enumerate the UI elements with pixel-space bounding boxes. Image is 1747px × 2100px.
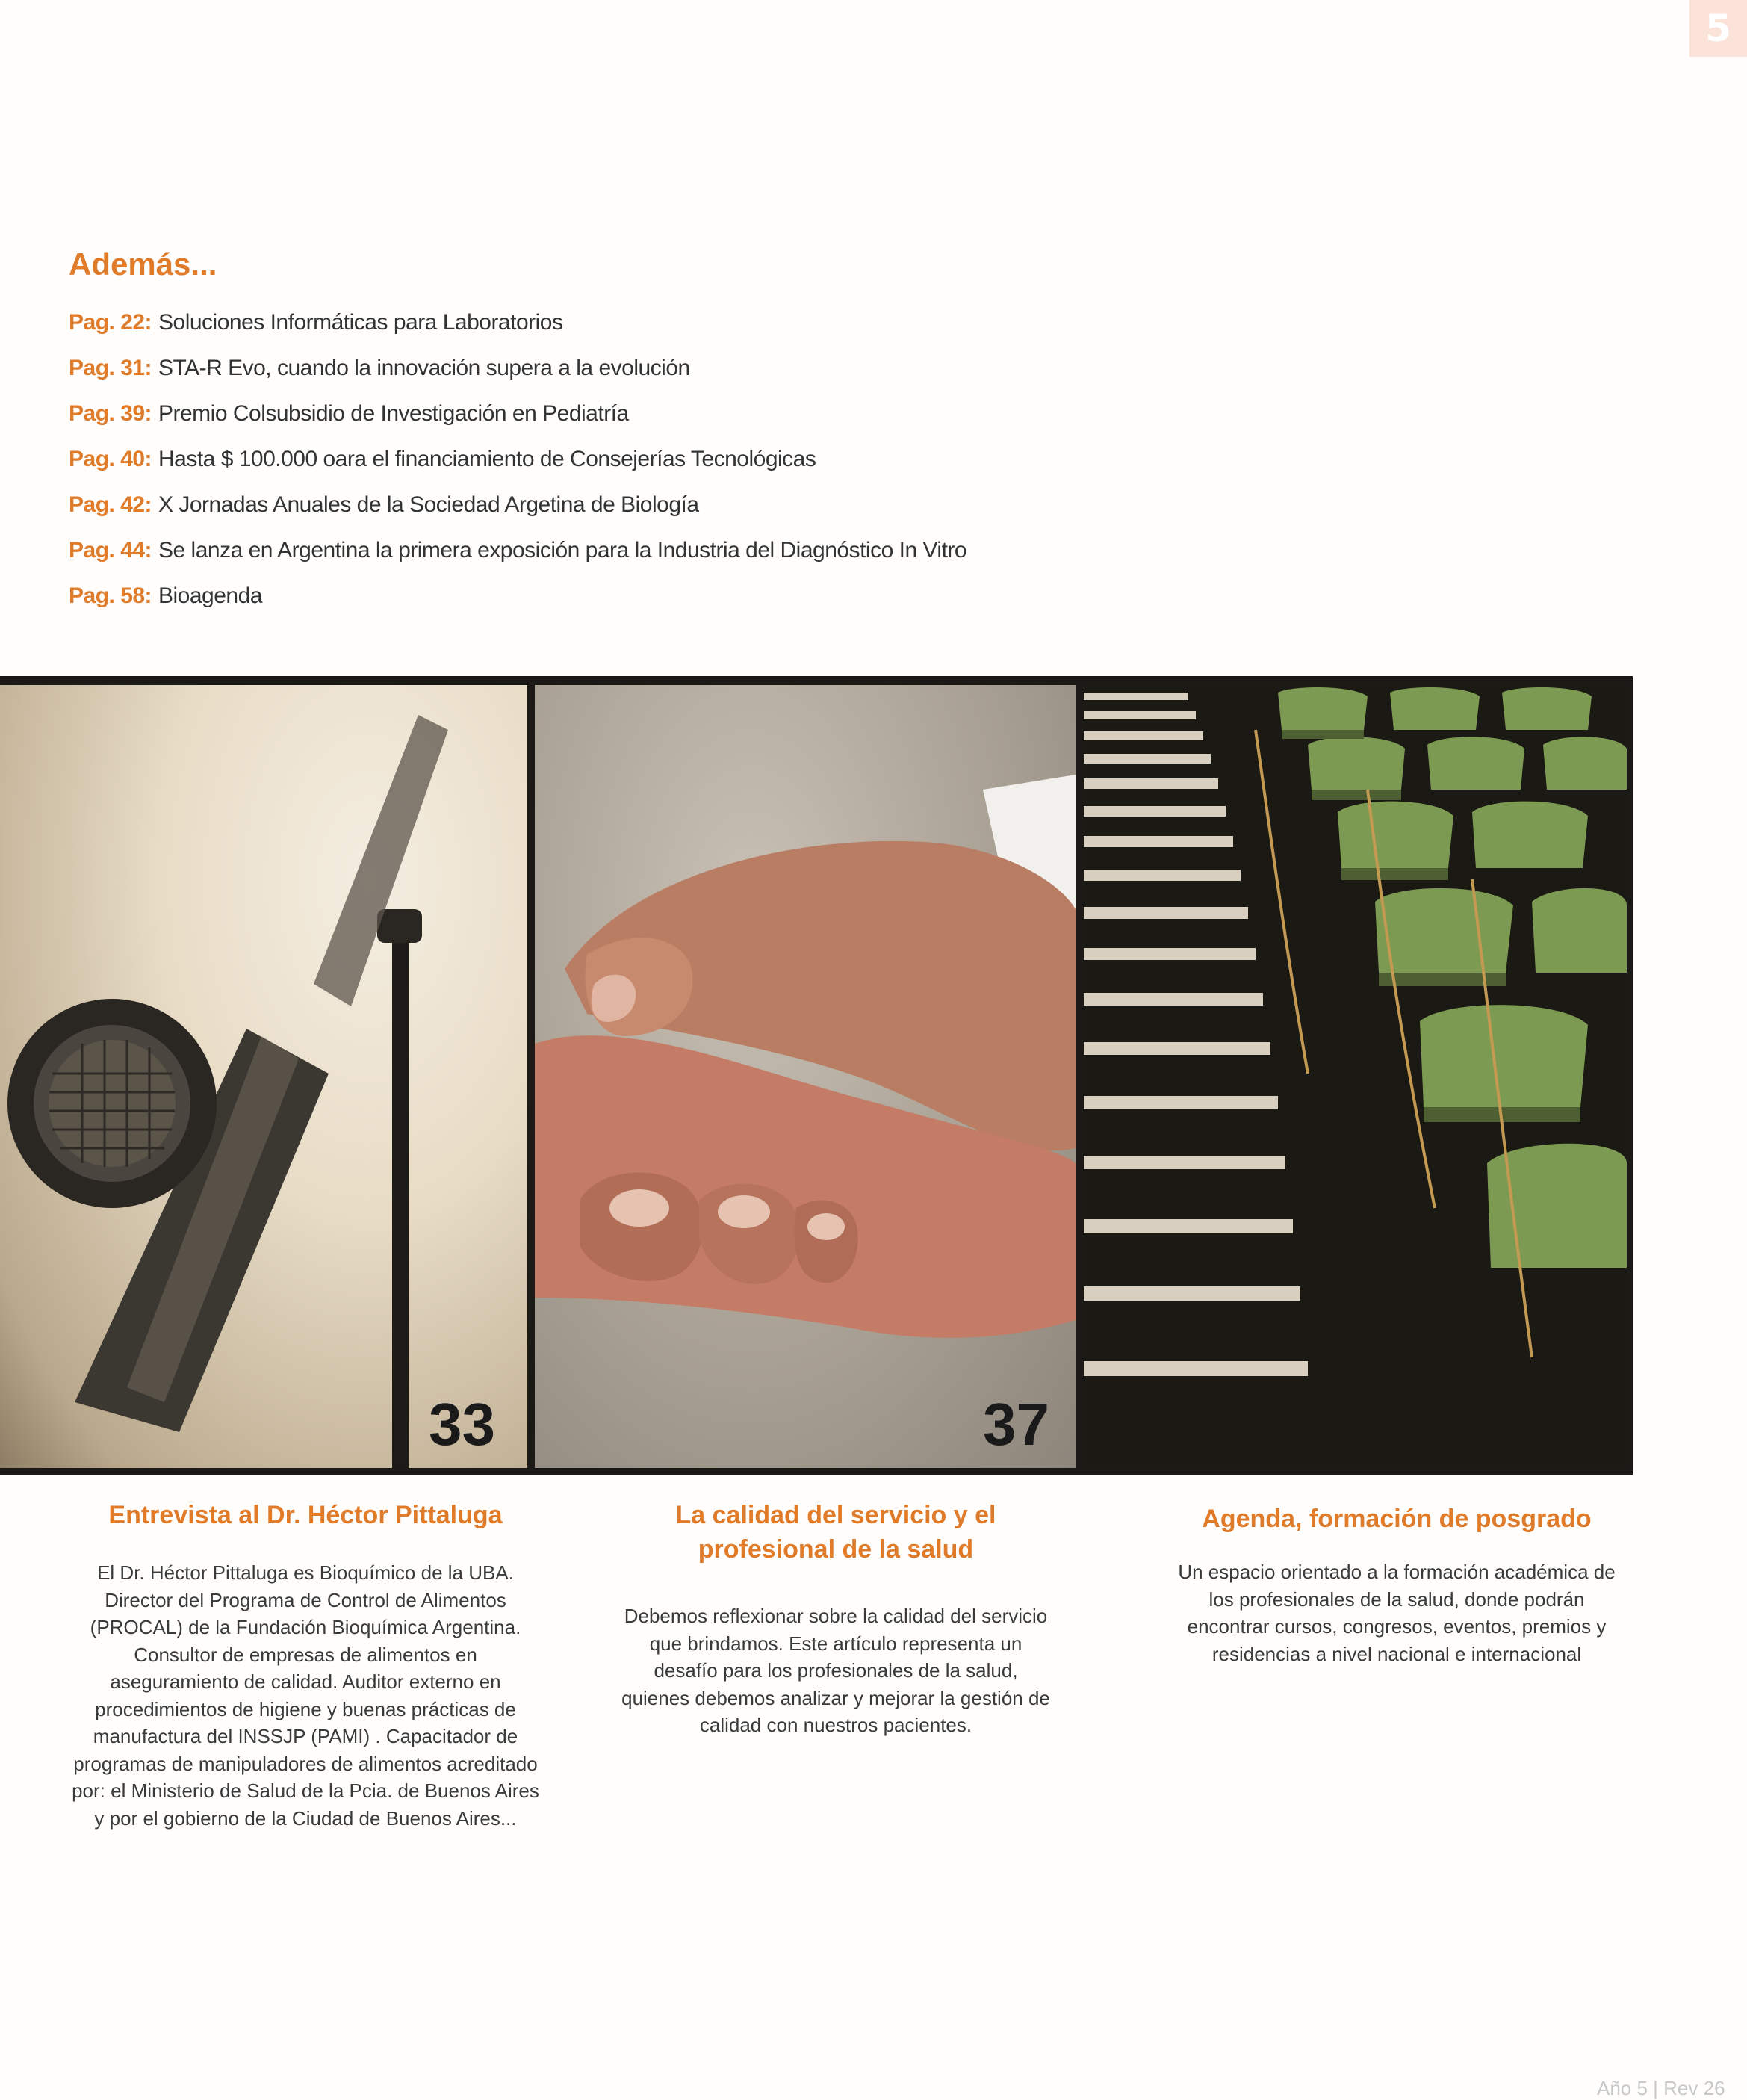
list-item[interactable]: [69, 356, 1189, 401]
feature-title[interactable]: La calidad del servicio y el profesional de la salud: [675, 1501, 996, 1564]
list-item[interactable]: [69, 492, 1189, 538]
item-text: Hasta $ 100.000 oara el financiamiento de Consejerías Tecnológicas: [158, 447, 816, 471]
page-number: 5: [1705, 7, 1731, 50]
feature-title[interactable]: Agenda, formación de posgrado: [1202, 1505, 1592, 1533]
list-item[interactable]: [69, 538, 1189, 583]
auditorium-photo[interactable]: [1084, 685, 1627, 1468]
item-page: Pag. 44:: [69, 538, 152, 563]
item-page: Pag. 31:: [69, 356, 152, 380]
item-text: Bioagenda: [158, 583, 262, 608]
item-page: Pag. 39:: [69, 401, 152, 426]
feature-body: Un espacio orientado a la formación académica de los profesionales de la salud, donde podrán encontrar cursos, congresos, eventos, premios y residencias a nivel nacional e internacional: [1178, 1561, 1616, 1665]
feature-agenda: [1165, 1502, 1628, 1667]
item-page: Pag. 42:: [69, 492, 152, 517]
item-text: Se lanza en Argentina la primera exposición para la Industria del Diagnóstico In Vitro: [158, 538, 967, 563]
item-text: Soluciones Informáticas para Laboratorios: [158, 310, 563, 335]
item-page: Pag. 40:: [69, 447, 152, 471]
item-text: Premio Colsubsidio de Investigación en Pediatría: [158, 401, 629, 426]
feature-title[interactable]: Entrevista al Dr. Héctor Pittaluga: [108, 1501, 503, 1529]
list-item[interactable]: [69, 583, 1189, 629]
photo-strip: [0, 676, 1633, 1475]
item-text: X Jornadas Anuales de la Sociedad Argetina de Biología: [158, 492, 699, 517]
list-item[interactable]: [69, 310, 1189, 356]
ademas-list: [69, 310, 1189, 629]
auditorium-illustration: [1084, 685, 1627, 1468]
issue-footer: Año 5 | Rev 26: [1597, 2077, 1725, 2099]
ademas-heading: Además...: [69, 247, 217, 282]
list-item[interactable]: [69, 401, 1189, 447]
list-item[interactable]: [69, 447, 1189, 492]
handshake-photo[interactable]: [535, 685, 1076, 1468]
microphone-photo[interactable]: [0, 685, 527, 1468]
item-page: Pag. 58:: [69, 583, 152, 608]
handshake-illustration: [535, 685, 1076, 1468]
page-ref-37: 37: [983, 1391, 1049, 1458]
feature-entrevista: [69, 1498, 542, 1832]
item-text: STA-R Evo, cuando la innovación supera a la evolución: [158, 356, 690, 380]
feature-body: El Dr. Héctor Pittaluga es Bioquímico de la UBA. Director del Programa de Control de Alimentos (PROCAL) de la Fundación Bioquímica Argentina. Consultor de empresas de alimentos en aseguramiento de calidad. Auditor externo en procedimientos de higiene y buenas prácticas de manufactura del INSSJP (PAMI) . Capacitador de programas de manipuladores de alimentos acreditado por: el Ministerio de Salud de la Pcia. de Buenos Aires y por el gobierno de la Ciudad de Buenos Aires...: [72, 1561, 539, 1830]
feature-body: Debemos reflexionar sobre la calidad del servicio que brindamos. Este artículo representa un desafío para los profesionales de la salud, quienes debemos analizar y mejorar la gestión de calidad con nuestros pacientes.: [621, 1605, 1050, 1736]
microphone-illustration: [0, 685, 527, 1468]
item-page: Pag. 22:: [69, 310, 152, 335]
page-number-box: [1689, 0, 1747, 57]
feature-calidad: [621, 1498, 1050, 1739]
page-ref-33: 33: [429, 1391, 495, 1458]
